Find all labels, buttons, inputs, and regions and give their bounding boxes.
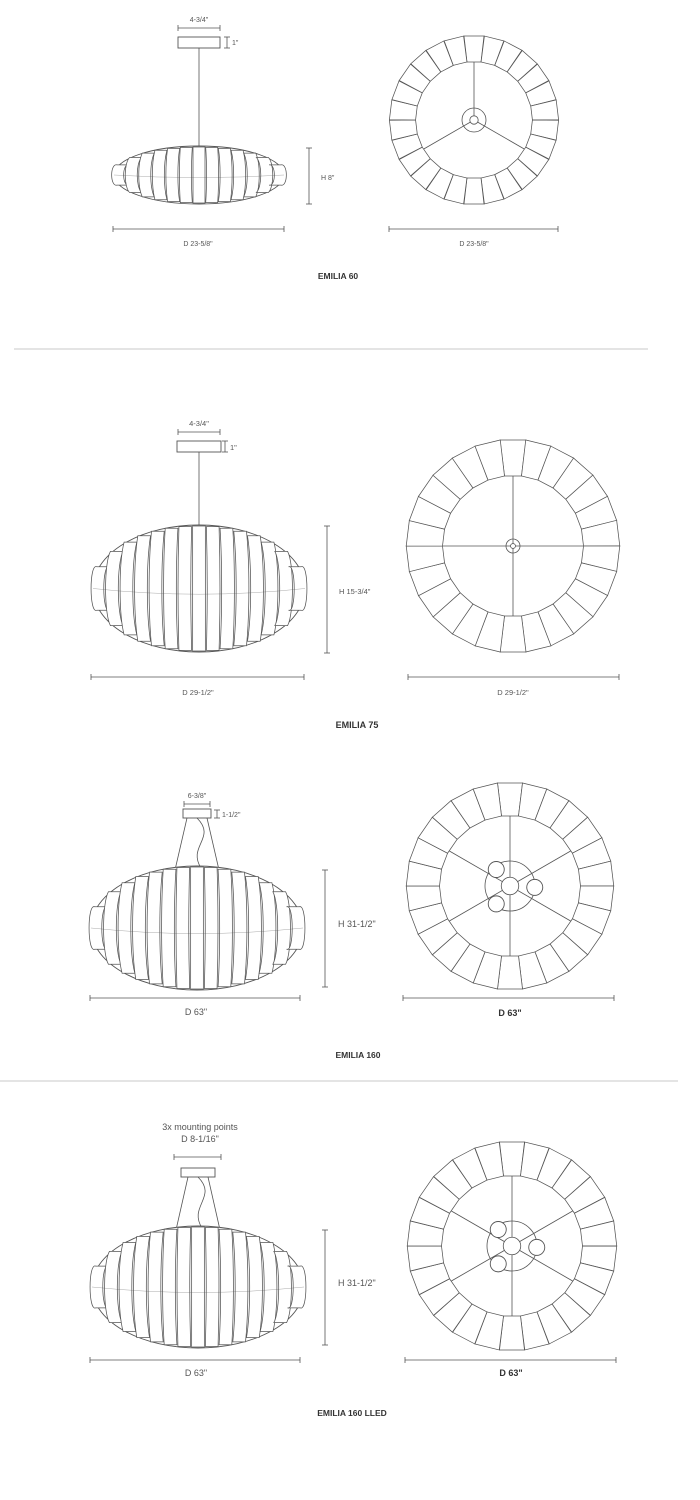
bulb — [527, 879, 543, 895]
shade-ribbon — [149, 531, 164, 645]
shade-ribbon — [219, 1229, 233, 1345]
shade-leaf — [500, 1316, 525, 1350]
suspension-cable — [207, 818, 219, 870]
height-label: H 31-1/2" — [338, 1278, 376, 1288]
model-title: EMILIA 60 — [317, 271, 359, 281]
drawing-emilia-60 — [112, 17, 559, 281]
shade-ribbon — [193, 526, 206, 651]
height-label: H 31-1/2" — [338, 919, 376, 929]
canopy-width-label: 6-3/8" — [187, 793, 207, 800]
shade-ribbon — [191, 867, 204, 989]
top-view — [407, 1142, 616, 1350]
suspension-cable — [176, 1177, 188, 1230]
model-title: EMILIA 75 — [335, 720, 379, 730]
shade-ribbon — [218, 148, 232, 201]
spoke — [474, 120, 524, 149]
power-cord — [198, 1177, 205, 1228]
shade-ribbon — [178, 527, 192, 651]
shade-ribbon — [177, 1228, 191, 1347]
side-view — [112, 37, 287, 204]
shade-ribbon — [147, 872, 162, 984]
bulb — [488, 896, 504, 912]
drawing-emilia-160 — [89, 783, 614, 1060]
shade-ribbon — [166, 148, 180, 201]
shade-ribbon — [218, 869, 232, 987]
suspension-cable — [208, 1177, 220, 1230]
model-title: EMILIA 160 — [335, 1050, 381, 1060]
canopy-height-label: 1" — [232, 40, 239, 47]
shade-ribbon — [220, 528, 234, 648]
diameter-top-label: D 63" — [498, 1008, 522, 1018]
spoke — [424, 120, 474, 149]
drawing-emilia-160-lled — [90, 1122, 617, 1418]
diameter-side-label: D 63" — [184, 1368, 208, 1378]
side-view — [91, 441, 307, 652]
height-label: H 8" — [321, 175, 335, 182]
diameter-top-label: D 23-5/8" — [459, 241, 489, 248]
shade-ribbon — [206, 147, 219, 202]
diameter-top-label: D 29-1/2" — [497, 688, 529, 697]
bulb — [488, 862, 504, 878]
shade-ribbon — [204, 868, 218, 989]
shade-ribbon — [205, 1228, 219, 1347]
canopy-width-label: 4-3/4" — [189, 17, 209, 24]
bulb — [490, 1256, 506, 1272]
shade-ribbon — [192, 1227, 205, 1347]
diameter-side-label: D 63" — [184, 1007, 208, 1017]
top-view — [389, 36, 558, 204]
canopy-height-label: 1" — [230, 443, 237, 452]
power-cord — [197, 818, 204, 868]
shade-ribbon — [206, 527, 220, 651]
hub-center — [503, 1237, 521, 1255]
suspension-cable — [175, 818, 187, 870]
bulb — [490, 1222, 506, 1238]
shade-ribbon — [233, 1232, 248, 1342]
shade-ribbon — [148, 1232, 163, 1342]
canopy — [181, 1168, 215, 1177]
spoke — [512, 1211, 573, 1246]
canopy — [183, 809, 211, 818]
shade-leaf — [500, 1142, 525, 1176]
shade-ribbon — [176, 868, 190, 989]
top-view — [406, 440, 620, 652]
canopy-height-label: 1-1/2" — [222, 812, 241, 819]
shade-ribbon — [232, 872, 247, 984]
side-view — [89, 809, 305, 990]
canopy — [178, 37, 220, 48]
side-view — [90, 1168, 306, 1348]
mounting-note: 3x mounting points — [162, 1122, 238, 1132]
drawing-emilia-75 — [91, 419, 620, 730]
canopy-width-label: 4-3/4" — [189, 419, 209, 428]
shade-ribbon — [193, 147, 205, 203]
top-view — [406, 783, 614, 989]
hub-center — [511, 544, 516, 549]
shade-ribbon — [179, 147, 192, 202]
hub-center — [501, 877, 519, 895]
diameter-side-label: D 23-5/8" — [183, 241, 213, 248]
hub-center — [470, 116, 478, 124]
height-label: H 15-3/4" — [339, 587, 371, 596]
shade-ribbon — [163, 1229, 177, 1345]
spoke — [510, 851, 571, 886]
model-title: EMILIA 160 LLED — [317, 1408, 387, 1418]
shade-ribbon — [162, 869, 176, 987]
shade-ribbon — [164, 528, 178, 648]
shade-ribbon — [234, 531, 249, 645]
shade-leaf — [464, 36, 484, 62]
canopy-diameter-label: D 8-1/16" — [181, 1134, 219, 1144]
diameter-top-label: D 63" — [499, 1368, 523, 1378]
diameter-side-label: D 29-1/2" — [182, 688, 214, 697]
shade-leaf — [464, 178, 484, 204]
canopy — [177, 441, 221, 452]
bulb — [529, 1239, 545, 1255]
